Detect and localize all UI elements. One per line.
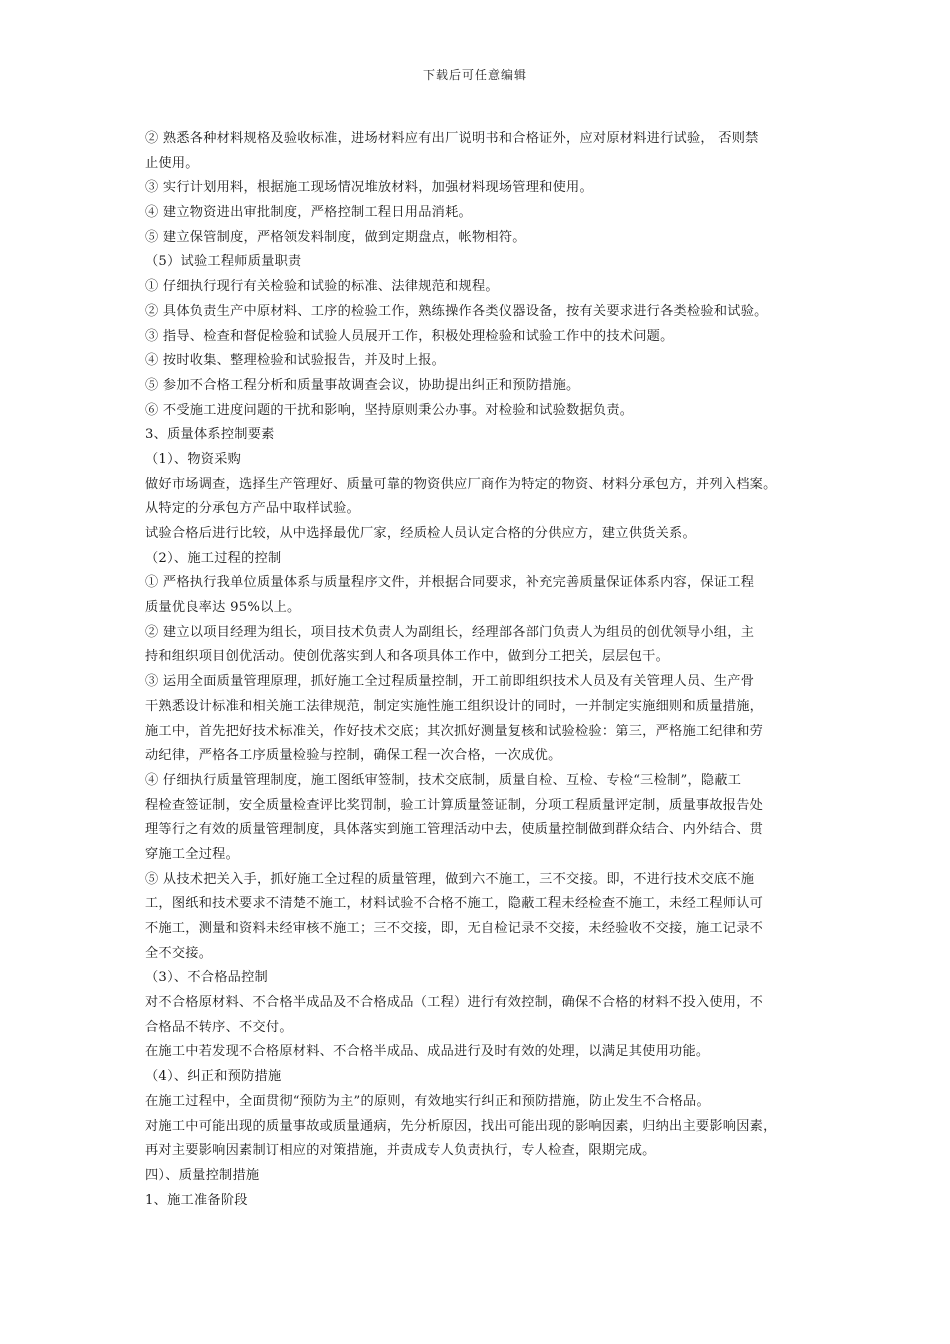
text-line: （2）、施工过程的控制: [145, 550, 282, 566]
text-line: ① 严格执行我单位质量体系与质量程序文件，并根据合同要求，补充完善质量保证体系内容，保证工程: [145, 575, 755, 591]
text-line: ② 建立以项目经理为组长，项目技术负责人为副组长，经理部各部门负责人为组员的创优领导小组，主: [145, 624, 755, 640]
text-line: 穿施工全过程。: [145, 846, 240, 862]
text-line: 1、施工准备阶段: [145, 1192, 248, 1208]
text-line: ② 熟悉各种材料规格及验收标准，进场材料应有出厂说明书和合格证外，应对原材料进行试验， 否则禁: [145, 131, 759, 146]
text-line: 对不合格原材料、不合格半成品及不合格成品（工程）进行有效控制，确保不合格的材料不投入使用，不: [145, 995, 764, 1011]
text-line: ④ 建立物资进出审批制度，严格控制工程日用品消耗。: [145, 205, 472, 221]
text-line: （3）、不合格品控制: [145, 970, 268, 986]
document-body: [145, 127, 817, 1213]
text-line: 动纪律，严格各工序质量检验与控制，确保工程一次合格，一次成优。: [145, 748, 562, 764]
text-line: ③ 指导、检查和督促检验和试验人员展开工作，积极处理检验和试验工作中的技术问题。: [145, 328, 674, 344]
text-line: 不施工，测量和资料未经审核不施工；三不交接，即，无自检记录不交接，未经验收不交接，施工记录不: [145, 921, 764, 936]
text-line: （1）、物资采购: [145, 451, 242, 467]
text-line: ⑤ 建立保管制度，严格领发料制度，做到定期盘点，帐物相符。: [145, 229, 526, 245]
text-line: ④ 按时收集、整理检验和试验报告，并及时上报。: [145, 353, 446, 369]
text-line: ⑤ 参加不合格工程分析和质量事故调查会议，协助提出纠正和预防措施。: [145, 377, 580, 393]
text-line: （5）试验工程师质量职责: [145, 254, 302, 270]
text-line: ③ 运用全面质量管理原理，抓好施工全过程质量控制，开工前即组织技术人员及有关管理人员、生产骨: [145, 674, 755, 690]
text-line: 理等行之有效的质量管理制度，具体落实到施工管理活动中去，使质量控制做到群众结合、内外结合、贯: [145, 822, 764, 838]
text-line: ② 具体负责生产中原材料、工序的检验工作，熟练操作各类仪器设备，按有关要求进行各类检验和试验。: [145, 303, 768, 319]
text-line: 再对主要影响因素制订相应的对策措施，并责成专人负责执行，专人检查，限期完成。: [145, 1143, 656, 1159]
text-line: 质量优良率达 95%以上。: [145, 600, 301, 616]
text-line: 程检查签证制，安全质量检查评比奖罚制，验工计算质量签证制，分项工程质量评定制，质量事故报告处: [145, 797, 764, 813]
text-line: 施工中，首先把好技术标准关，作好技术交底；其次抓好测量复核和试验检验：第三，严格施工纪律和劳: [145, 723, 764, 739]
text-line: 合格品不转序、不交付。: [145, 1019, 293, 1035]
text-line: ③ 实行计划用料，根据施工现场情况堆放材料，加强材料现场管理和使用。: [145, 180, 593, 196]
page-header: 下载后可任意编辑: [422, 68, 527, 82]
text-line: 干熟悉设计标准和相关施工法律规范，制定实施性施工组织设计的同时，一并制定实施细则和质量措施，: [145, 698, 764, 714]
text-line: 止使用。: [145, 155, 199, 171]
text-line: 四）、质量控制措施: [145, 1167, 260, 1183]
text-line: 从特定的分承包方产品中取样试验。: [145, 501, 360, 517]
text-line: 做好市场调查，选择生产管理好、质量可靠的物资供应厂商作为特定的物资、材料分承包方，并列入档案。: [145, 476, 777, 492]
text-line: ④ 仔细执行质量管理制度，施工图纸审签制，技术交底制，质量自检、互检、专检“三检制”，隐蔽工: [145, 772, 742, 788]
text-line: 3、质量体系控制要素: [145, 427, 275, 443]
text-line: 持和组织项目创优活动。使创优落实到人和各项具体工作中，做到分工把关，层层包干。: [145, 649, 670, 665]
text-line: ① 仔细执行现行有关检验和试验的标准、法律规范和规程。: [145, 279, 499, 295]
text-line: 对施工中可能出现的质量事故或质量通病，先分析原因，找出可能出现的影响因素，归纳出主要影响因素，: [145, 1118, 777, 1134]
text-line: 全不交接。: [145, 945, 213, 961]
text-line: ⑥ 不受施工进度问题的干扰和影响，坚持原则秉公办事。对检验和试验数据负责。: [145, 402, 634, 418]
text-line: 工，图纸和技术要求不清楚不施工，材料试验不合格不施工，隐蔽工程未经检查不施工，未经工程师认可: [145, 896, 764, 912]
text-line: 在施工中若发现不合格原材料、不合格半成品、成品进行及时有效的处理，以满足其使用功能。: [145, 1044, 710, 1060]
text-line: 试验合格后进行比较，从中选择最优厂家，经质检人员认定合格的分供应方，建立供货关系。: [145, 526, 696, 541]
text-line: 在施工过程中，全面贯彻“预防为主”的原则，有效地实行纠正和预防措施，防止发生不合格品。: [145, 1093, 710, 1109]
text-line: （4）、纠正和预防措施: [145, 1069, 282, 1085]
text-line: ⑤ 从技术把关入手，抓好施工全过程的质量管理，做到六不施工，三不交接。即，不进行技术交底不施: [145, 871, 755, 887]
